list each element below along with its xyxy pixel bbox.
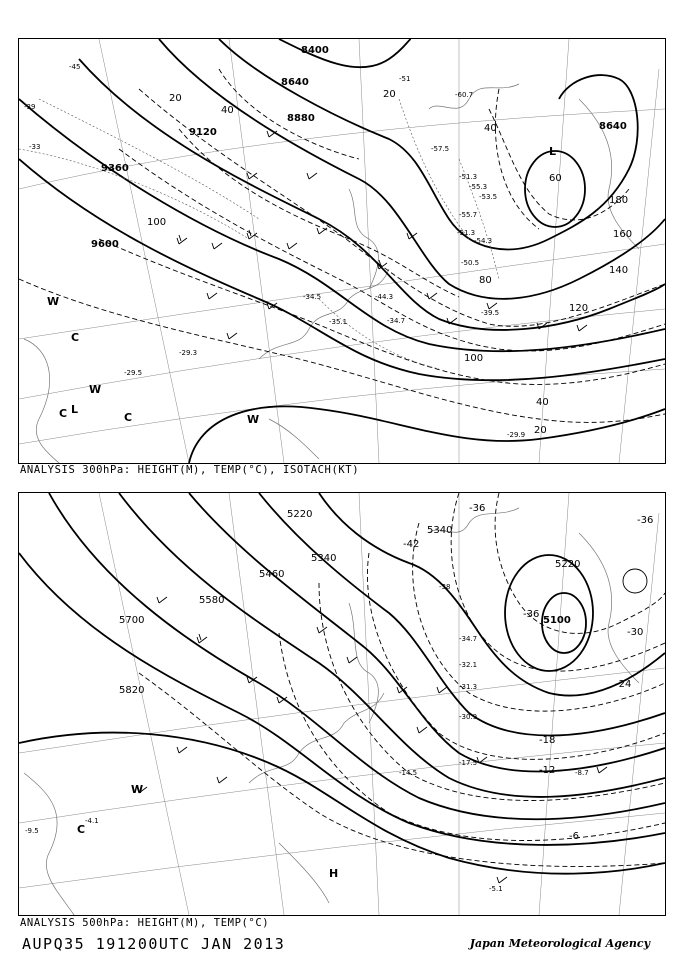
temp-obs: -38 <box>439 583 451 591</box>
small-circle-contour <box>623 569 647 593</box>
height-label: 5220 <box>287 509 313 520</box>
temp-obs: -9.5 <box>25 827 39 835</box>
cold-symbol: C <box>59 407 68 420</box>
graticule-500 <box>19 493 665 915</box>
temp-obs: -5.1 <box>489 885 503 893</box>
temp-obs: -34.7 <box>459 635 478 643</box>
isotach-label: 160 <box>613 229 633 240</box>
temp-label: -6 <box>569 831 579 842</box>
warm-symbol: W <box>47 295 60 308</box>
temp-label: -54.3 <box>474 237 493 245</box>
agency-name: Japan Meteorological Agency <box>469 937 650 950</box>
temp-label: -36 <box>523 609 540 620</box>
temp-label: -35.1 <box>329 318 348 326</box>
temp-obs-labels-500 <box>25 583 589 893</box>
height-label: 8880 <box>287 113 315 124</box>
height-label: 8400 <box>301 45 329 56</box>
temp-obs: -30.9 <box>459 713 478 721</box>
temp-obs: -4.1 <box>85 817 99 825</box>
temp-label: -39 <box>24 103 36 111</box>
height-label: 9120 <box>189 127 217 138</box>
temp-obs: -31.3 <box>459 683 478 691</box>
temp-label: -24 <box>615 679 632 690</box>
isotach-label: 140 <box>609 265 629 276</box>
height-label: 9600 <box>91 239 119 250</box>
warm-symbol: W <box>247 413 260 426</box>
temp-label: -33 <box>29 143 41 151</box>
caption-500hpa: ANALYSIS 500hPa: HEIGHT(M), TEMP(°C) <box>20 917 270 929</box>
temp-label: -53.5 <box>479 193 498 201</box>
isotach-label: 40 <box>221 105 234 116</box>
low-symbol: L <box>71 403 79 416</box>
temp-obs: -14.5 <box>399 769 418 777</box>
temp-label: -36 <box>637 515 654 526</box>
low-symbol: L <box>549 145 557 158</box>
temp-label: -29.9 <box>507 431 526 439</box>
isotach-label: 40 <box>484 123 497 134</box>
isotach-label: 20 <box>169 93 182 104</box>
temp-label: -36 <box>469 503 486 514</box>
temp-label: -42 <box>403 539 420 550</box>
temp-obs: -32.1 <box>459 661 478 669</box>
temp-labels-500 <box>403 503 653 842</box>
height-label: 5340 <box>311 553 337 564</box>
warm-symbol: W <box>131 783 144 796</box>
isotach-label: 180 <box>609 195 629 206</box>
temp-label: -18 <box>539 735 556 746</box>
isotach-label: 20 <box>383 89 396 100</box>
temp-label: -55.3 <box>469 183 488 191</box>
height-contours-500 <box>19 493 665 874</box>
temp-label: -29.5 <box>124 369 143 377</box>
bulletin-code: AUPQ35 191200UTC JAN 2013 <box>22 935 286 953</box>
isotherms-500 <box>139 493 665 866</box>
isotach-label: 20 <box>534 425 547 436</box>
high-symbol: H <box>329 867 339 880</box>
temp-label: -57.5 <box>431 145 450 153</box>
height-contours-300 <box>19 39 665 463</box>
height-label: 5340 <box>427 525 453 536</box>
temp-obs: -8.7 <box>575 769 589 777</box>
height-label: 5460 <box>259 569 285 580</box>
height-label: 9360 <box>101 163 129 174</box>
chart-500hpa <box>18 492 666 916</box>
chart-500hpa-map <box>19 493 665 915</box>
temp-label: -50.5 <box>461 259 480 267</box>
isotach-label: 100 <box>464 353 484 364</box>
temp-label: -29.3 <box>179 349 198 357</box>
height-label: 8640 <box>599 121 627 132</box>
low-contour-300 <box>525 151 585 227</box>
temp-label: -55.7 <box>459 211 478 219</box>
height-labels-300 <box>91 45 627 250</box>
height-label: 5820 <box>119 685 145 696</box>
temp-label: -39.5 <box>481 309 500 317</box>
temp-label: -12 <box>539 765 556 776</box>
cold-symbol: C <box>124 411 133 424</box>
temp-obs: -17.5 <box>459 759 478 767</box>
temp-label: -45 <box>69 63 81 71</box>
temp-label: -44.3 <box>375 293 394 301</box>
temp-label: -51.3 <box>457 229 476 237</box>
isotach-label: 80 <box>479 275 492 286</box>
chart-300hpa-map <box>19 39 665 463</box>
system-symbols-500 <box>77 783 338 880</box>
isotach-label: 120 <box>569 303 589 314</box>
isotach-label: 100 <box>147 217 167 228</box>
temp-label: -60.7 <box>455 91 474 99</box>
height-label: 8640 <box>281 77 309 88</box>
temp-label: -34.5 <box>303 293 322 301</box>
isotherms-300 <box>19 99 499 369</box>
cold-symbol: C <box>77 823 86 836</box>
height-label: 5700 <box>119 615 145 626</box>
graticule-300 <box>19 39 665 463</box>
chart-300hpa <box>18 38 666 464</box>
temp-label: -51.3 <box>459 173 478 181</box>
wind-barbs-300 <box>177 131 587 339</box>
low-contours-500 <box>505 555 593 671</box>
height-labels-500 <box>119 509 580 696</box>
height-label: 5580 <box>199 595 225 606</box>
isotach-label: 40 <box>536 397 549 408</box>
warm-symbol: W <box>89 383 102 396</box>
temp-label: -51 <box>399 75 411 83</box>
height-label-center: 5100 <box>543 615 571 626</box>
cold-symbol: C <box>71 331 80 344</box>
isotach-label: 60 <box>549 173 562 184</box>
caption-300hpa: ANALYSIS 300hPa: HEIGHT(M), TEMP(°C), ISOTACH(KT) <box>20 464 360 476</box>
temp-label: -34.7 <box>387 317 406 325</box>
height-label: 5220 <box>555 559 581 570</box>
temp-label: -30 <box>627 627 644 638</box>
